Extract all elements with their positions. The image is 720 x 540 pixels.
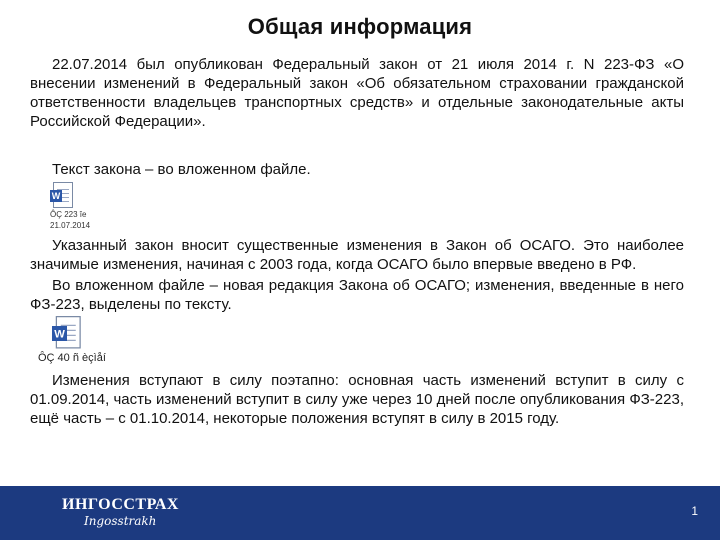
company-logo (62, 496, 179, 528)
publication-date: 22.07.2014 (52, 56, 128, 73)
word-document-icon: W (50, 182, 72, 208)
page-number: 1 (691, 504, 698, 518)
word-document-icon: W (52, 316, 80, 349)
logo-script-text: Ingosstrakh (84, 514, 157, 528)
paragraph-law-publication (30, 55, 684, 131)
page-title: Общая информация (247, 14, 473, 39)
paragraph-effective-dates: Изменения вступают в силу поэтапно: основная часть изменений вступит в силу с 01.09.2014, часть изменений вступит в силу уже через 10 дней после опубликования ФЗ-223, ещё часть – с 01.10.2014, некоторые положения вступят в силу в 2015 году. (30, 372, 684, 427)
paragraph-changes-summary: Указанный закон вносит существенные изменения в Закон об ОСАГО. Это наиболее значимые изменения, начиная с 2003 года, когда ОСАГО было впервые введено в РФ. (30, 237, 684, 273)
footer-bar (0, 486, 720, 540)
paragraph-law-publication-text: был опубликован Федеральный закон от 21 июля 2014 г. N 223-ФЗ «О внесении изменений в Федеральный закон «Об обязательном страховании гражданской ответственности владельцев транспортных средств» и отдельные законодательные акты Российской Федерации». (30, 56, 684, 130)
logo-text: ИНГОССТРАХ (62, 496, 179, 513)
attachment-law-223[interactable] (50, 182, 90, 230)
attachment-caption-line2: 21.07.2014 (50, 221, 91, 230)
paragraph-law-text-note: Текст закона – во вложенном файле. (52, 161, 311, 178)
attachment-caption-line1: ÔÇ 223 îe (50, 210, 87, 219)
attachment-caption: ÔÇ 40 ñ èçìåí (38, 352, 106, 364)
attachment-law-40[interactable] (38, 316, 106, 364)
paragraph-new-edition: Во вложенном файле – новая редакция Закона об ОСАГО; изменения, введенные в него ФЗ-223, выделены по тексту. (30, 277, 684, 313)
